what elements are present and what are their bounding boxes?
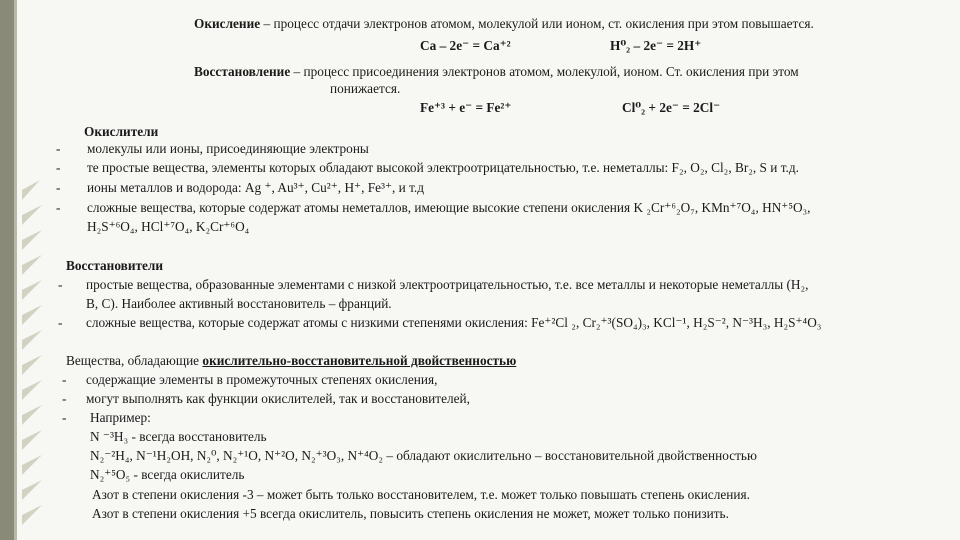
oxidizers-item-2: те простые вещества, элементы которых обладают высокой электроотрицательностью, т.е. неметаллы: F₂, O₂, Cl₂, Br₂, S и т.д.: [87, 160, 799, 175]
oxidizers-item-1: молекулы или ионы, присоединяющие электроны: [87, 141, 369, 156]
oxidation-term: Окисление: [194, 16, 261, 31]
dual-intro-bold: окислительно-восстановительной двойственностью: [202, 353, 517, 368]
dual-example-1: N ⁻³H₃ - всегда восстановитель: [90, 429, 267, 444]
reduction-example-2: Cl⁰₂ + 2e⁻ = 2Cl⁻: [622, 100, 721, 115]
list-dash: -: [56, 200, 61, 215]
dual-item-2: могут выполнять как функции окислителей, так и восстановителей,: [86, 391, 470, 406]
dual-intro-text: Вещества, обладающие: [66, 353, 203, 368]
list-dash: -: [62, 372, 67, 387]
dual-example-2: N₂⁻²H₄, N⁻¹H₂OH, N₂⁰, N₂⁺¹O, N⁺²O, N₂⁺³O₃, N⁺⁴O₂ – обладают окислительно – восстановительной двойственностью: [90, 448, 757, 463]
reducers-item-1-cont: B, C). Наиболее активный восстановитель – франций.: [86, 296, 392, 311]
list-dash: -: [56, 180, 61, 195]
oxidizers-item-4: сложные вещества, которые содержат атомы неметаллов, имеющие высокие степени окисления K ₂Cr⁺⁶₂O₇, KMn⁺⁷O₄, HN⁺⁵O₃,: [87, 200, 811, 215]
reduction-term: Восстановление: [194, 64, 291, 79]
oxidation-definition: [194, 16, 814, 32]
reduction-definition: [194, 64, 799, 80]
leaf-pattern-icon: [18, 0, 63, 540]
reducers-heading: Восстановители: [66, 258, 164, 273]
left-sidebar-stripe: [14, 0, 17, 540]
dual-item-1: содержащие элементы в промежуточных степенях окисления,: [86, 372, 438, 387]
list-dash: -: [62, 410, 67, 425]
dual-example-4: Азот в степени окисления -3 – может быть только восстановителем, т.е. может только повышать степень окисления.: [92, 487, 750, 502]
reduction-text: – процесс присоединения электронов атомом, молекулой, ионом. Ст. окисления при этом: [290, 64, 799, 79]
oxidation-example-2: H⁰₂ – 2e⁻ = 2H⁺: [610, 38, 702, 53]
list-dash: -: [62, 391, 67, 406]
left-sidebar-bar: [0, 0, 14, 540]
oxidation-example-1: Ca – 2e⁻ = Ca⁺²: [420, 38, 511, 53]
dual-item-3: Например:: [90, 410, 151, 425]
oxidation-text: – процесс отдачи электронов атомом, молекулой или ионом, ст. окисления при этом повышается.: [260, 16, 814, 31]
dual-example-3: N₂⁺⁵O₅ - всегда окислитель: [90, 467, 245, 482]
list-dash: -: [58, 277, 63, 292]
oxidizers-item-4-cont: H₂S⁺⁶O₄, HCl⁺⁷O₄, K₂Cr⁺⁶O₄: [87, 219, 250, 234]
reduction-definition-cont: понижается.: [330, 81, 401, 96]
dual-example-5: Азот в степени окисления +5 всегда окислитель, повысить степень окисления не может, может только понизить.: [92, 506, 729, 521]
reducers-item-2: сложные вещества, которые содержат атомы с низкими степенями окисления: Fe⁺²Cl ₂, Cr₂⁺³(SO₄)₃, KCl⁻¹, H₂S⁻², N⁻³H₃, H₂S⁺⁴O₃: [86, 315, 822, 330]
oxidizers-item-3: ионы металлов и водорода: Ag ⁺, Au³⁺, Cu²⁺, H⁺, Fe³⁺, и т.д: [87, 180, 425, 195]
reduction-example-1: Fe⁺³ + e⁻ = Fe²⁺: [420, 100, 512, 115]
list-dash: -: [56, 141, 61, 156]
dual-intro: [66, 353, 516, 369]
list-dash: -: [58, 315, 63, 330]
list-dash: -: [56, 160, 61, 175]
reducers-item-1: простые вещества, образованные элементами с низкой электроотрицательностью, т.е. все металлы и некоторые неметаллы (H₂,: [86, 277, 809, 292]
oxidizers-heading: Окислители: [84, 124, 159, 139]
